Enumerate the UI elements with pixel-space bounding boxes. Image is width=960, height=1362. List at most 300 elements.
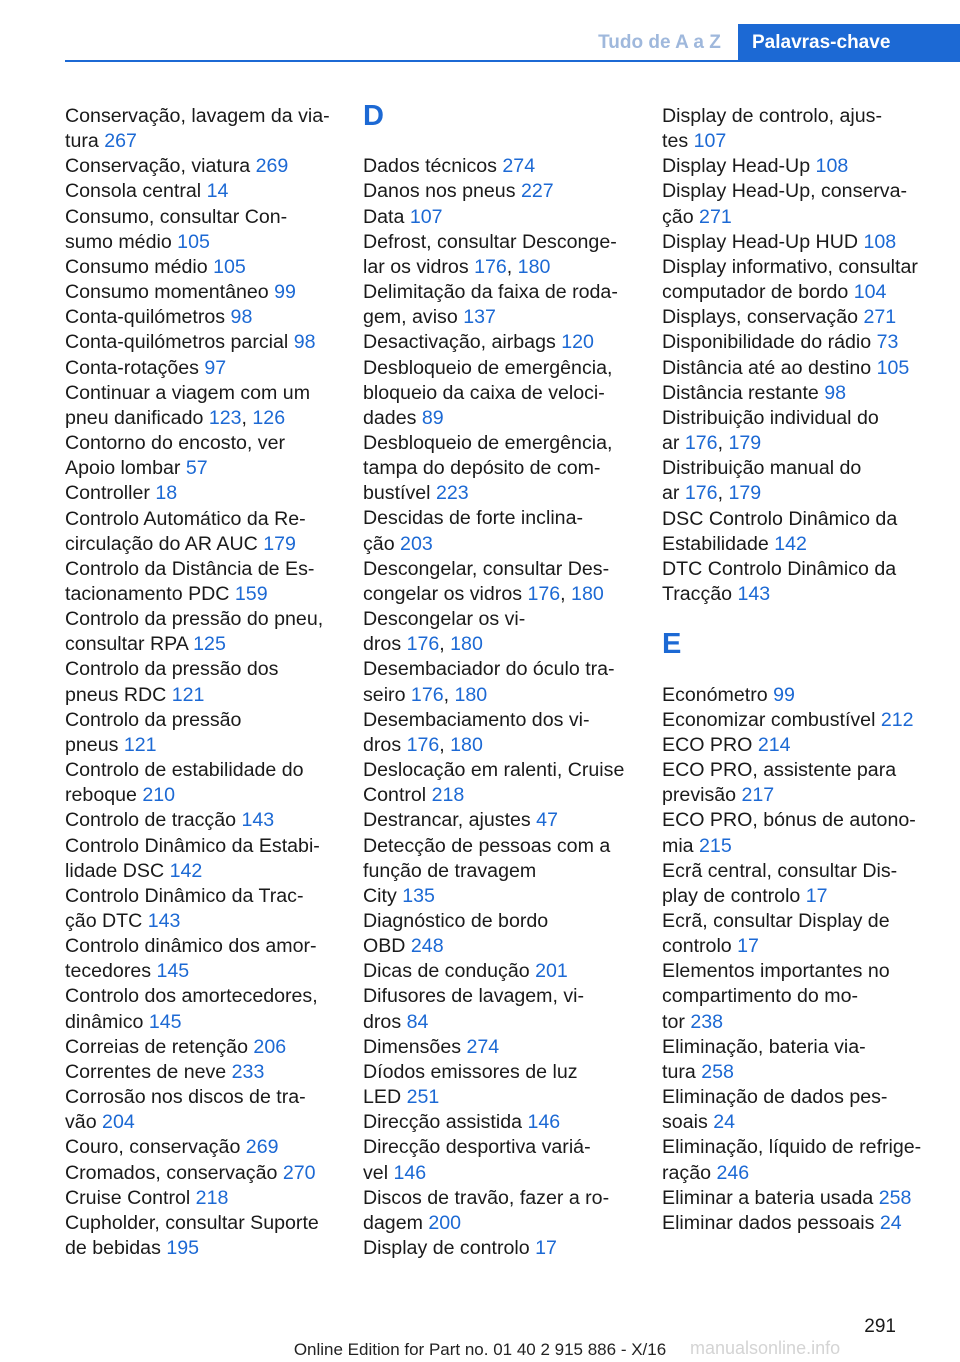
index-term: Display de controlo bbox=[363, 1237, 536, 1260]
index-term: Díodos emissores de luz bbox=[363, 1060, 578, 1083]
index-entry-line bbox=[662, 1085, 952, 1110]
page-link[interactable]: 176 bbox=[684, 432, 718, 455]
index-term: Displays, conservação bbox=[662, 306, 864, 329]
index-entry-line bbox=[65, 884, 335, 909]
index-term: Económetro bbox=[662, 683, 774, 706]
index-entry bbox=[363, 356, 635, 431]
index-entry-line bbox=[65, 1236, 335, 1261]
index-entry-line bbox=[662, 406, 952, 431]
index-term: mia bbox=[662, 834, 700, 857]
page-link[interactable]: 24 bbox=[713, 1111, 735, 1134]
index-term: Display de controlo, ajus- bbox=[662, 105, 882, 127]
index-term: Direcção assistida bbox=[363, 1111, 528, 1134]
index-entry-line bbox=[662, 381, 952, 406]
index-entry-line bbox=[363, 859, 635, 884]
index-entry-line bbox=[65, 683, 335, 708]
page-link[interactable]: 176 bbox=[410, 683, 444, 706]
index-entry-line bbox=[662, 205, 952, 230]
index-term: Dicas de condução bbox=[363, 960, 536, 983]
index-entry-line bbox=[662, 909, 952, 934]
page-link[interactable]: 274 bbox=[502, 155, 536, 178]
index-entry bbox=[65, 179, 335, 204]
index-entry-line bbox=[662, 230, 952, 255]
index-term: consultar RPA bbox=[65, 633, 194, 656]
index-entry bbox=[65, 607, 335, 657]
page-link[interactable]: 218 bbox=[431, 784, 465, 807]
index-entry-line bbox=[662, 959, 952, 984]
page-link[interactable]: 137 bbox=[463, 306, 496, 329]
index-term: tor bbox=[662, 1010, 691, 1033]
index-entry-line bbox=[662, 984, 952, 1009]
index-entry bbox=[662, 708, 952, 733]
index-entry-line bbox=[363, 255, 635, 280]
index-term: pneus bbox=[65, 733, 124, 756]
index-entry-line bbox=[363, 683, 635, 708]
index-term: Desbloqueio de emergência, bbox=[363, 432, 613, 455]
index-term: tes bbox=[662, 130, 694, 153]
index-term: Descongelar, consultar Des- bbox=[363, 557, 610, 580]
index-entry bbox=[65, 1161, 335, 1186]
index-entry bbox=[662, 683, 952, 708]
page-link[interactable]: 143 bbox=[147, 910, 181, 932]
index-entry bbox=[363, 984, 635, 1034]
index-entry-line bbox=[363, 356, 635, 381]
page-link[interactable]: 176 bbox=[406, 733, 440, 756]
page-link[interactable]: 200 bbox=[428, 1211, 462, 1234]
index-entry bbox=[363, 230, 635, 280]
page-link[interactable]: 143 bbox=[241, 809, 275, 832]
index-entry-line bbox=[65, 1186, 335, 1211]
index-term: gem, aviso bbox=[363, 306, 464, 329]
page-link[interactable]: 212 bbox=[880, 708, 914, 731]
index-term: Consumo médio bbox=[65, 255, 214, 278]
index-entry-line bbox=[65, 607, 335, 632]
page-link[interactable]: 176 bbox=[684, 482, 718, 505]
index-entry bbox=[662, 305, 952, 330]
index-column-3 bbox=[662, 104, 952, 1236]
index-term: Control bbox=[363, 784, 432, 807]
page-link[interactable]: 180 bbox=[517, 255, 551, 278]
index-entry-line bbox=[662, 1110, 952, 1135]
index-entry-line bbox=[662, 733, 952, 758]
page-link[interactable]: 218 bbox=[195, 1186, 229, 1209]
index-entry bbox=[65, 381, 335, 431]
page-link[interactable]: 145 bbox=[148, 1010, 182, 1033]
page-separator: , bbox=[443, 683, 455, 706]
index-entry-line bbox=[363, 1161, 635, 1186]
index-term: ar bbox=[662, 482, 685, 505]
index-entry-line bbox=[662, 1211, 952, 1236]
index-entry bbox=[363, 657, 635, 707]
index-entry bbox=[363, 1110, 635, 1135]
tab-section[interactable]: Tudo de A a Z bbox=[598, 32, 721, 53]
index-entry-line bbox=[65, 129, 335, 154]
index-entry-line bbox=[662, 859, 952, 884]
index-entry-line bbox=[662, 1060, 952, 1085]
page-link[interactable]: 206 bbox=[253, 1035, 287, 1058]
index-entry-line bbox=[363, 657, 635, 682]
index-entry-line bbox=[662, 255, 952, 280]
index-entry-line bbox=[363, 758, 635, 783]
index-term: dros bbox=[363, 633, 407, 656]
index-term: dros bbox=[363, 1010, 407, 1033]
page-link[interactable]: 99 bbox=[773, 683, 795, 706]
index-term: Eliminar dados pessoais bbox=[662, 1211, 880, 1234]
page-link[interactable]: 176 bbox=[474, 255, 507, 278]
index-term: Estabilidade bbox=[662, 532, 775, 555]
index-entry-line bbox=[662, 456, 952, 481]
page-link[interactable]: 270 bbox=[282, 1161, 316, 1184]
page-link[interactable]: 269 bbox=[245, 1136, 279, 1159]
index-entry-line bbox=[662, 280, 952, 305]
index-term: pneu danificado bbox=[65, 406, 209, 429]
index-entry-line bbox=[363, 808, 635, 833]
index-term: Controlo da pressão do pneu, bbox=[65, 608, 324, 631]
index-entry-line bbox=[65, 1060, 335, 1085]
index-term: bloqueio da caixa de veloci- bbox=[363, 381, 605, 404]
index-term: vel bbox=[363, 1161, 394, 1184]
index-term: Controlo de tracção bbox=[65, 809, 242, 832]
index-entry bbox=[662, 1211, 952, 1236]
page-link[interactable]: 18 bbox=[155, 482, 178, 505]
page-link[interactable]: 97 bbox=[204, 356, 227, 379]
index-term: Dados técnicos bbox=[363, 155, 503, 178]
page-link[interactable]: 107 bbox=[409, 205, 443, 228]
page-separator: , bbox=[439, 733, 451, 756]
page-link[interactable]: 73 bbox=[876, 331, 899, 354]
index-term: compartimento do mo- bbox=[662, 985, 859, 1008]
index-entry-line bbox=[363, 230, 635, 255]
page-link[interactable]: 274 bbox=[466, 1035, 500, 1058]
index-term: Distribuição manual do bbox=[662, 457, 862, 480]
page-link[interactable]: 98 bbox=[230, 306, 253, 329]
page-link[interactable]: 57 bbox=[185, 457, 208, 480]
page-link[interactable]: 210 bbox=[142, 784, 176, 807]
index-entry-line bbox=[65, 507, 335, 532]
page-link[interactable]: 121 bbox=[171, 683, 205, 706]
page-link[interactable]: 84 bbox=[406, 1010, 429, 1033]
index-entry-line bbox=[65, 205, 335, 230]
index-entry-line bbox=[363, 959, 635, 984]
index-entry-line bbox=[662, 1035, 952, 1060]
index-entry bbox=[65, 431, 335, 481]
page-link[interactable]: 142 bbox=[169, 859, 203, 882]
page-link[interactable]: 179 bbox=[728, 482, 762, 505]
index-term: Eliminação, líquido de refrige- bbox=[662, 1136, 922, 1159]
index-entry-line bbox=[662, 104, 952, 129]
page-link[interactable]: 271 bbox=[699, 205, 732, 228]
page-link[interactable]: 14 bbox=[206, 180, 229, 203]
page-link[interactable]: 104 bbox=[853, 281, 887, 304]
index-term: Detecção de pessoas com a bbox=[363, 834, 611, 857]
index-entry-line bbox=[662, 708, 952, 733]
index-entry bbox=[65, 808, 335, 833]
page-link[interactable]: 180 bbox=[450, 633, 483, 656]
page-link[interactable]: 99 bbox=[274, 281, 296, 304]
page-link[interactable]: 227 bbox=[520, 180, 554, 203]
page-link[interactable]: 120 bbox=[561, 331, 594, 354]
index-term: ECO PRO bbox=[662, 733, 758, 756]
page-link[interactable]: 238 bbox=[690, 1010, 724, 1033]
index-term: ção bbox=[363, 532, 401, 555]
index-entry-line bbox=[363, 330, 635, 355]
page-link[interactable]: 107 bbox=[693, 130, 727, 153]
page-link[interactable]: 17 bbox=[535, 1237, 557, 1260]
index-entry-line bbox=[65, 708, 335, 733]
index-term: Descongelar os vi- bbox=[363, 608, 526, 631]
index-term: Conta-rotações bbox=[65, 356, 205, 379]
index-entry-line bbox=[662, 808, 952, 833]
index-entry bbox=[65, 557, 335, 607]
index-term: Apoio lombar bbox=[65, 457, 186, 480]
page-link[interactable]: 142 bbox=[774, 532, 807, 555]
index-term: dros bbox=[363, 733, 407, 756]
index-term: Cruise Control bbox=[65, 1186, 196, 1209]
index-entry bbox=[65, 758, 335, 808]
section-letter: D bbox=[363, 100, 384, 132]
index-entry-line bbox=[65, 456, 335, 481]
index-entry-line bbox=[363, 205, 635, 230]
page-link[interactable]: 180 bbox=[450, 733, 483, 756]
index-term: Consola central bbox=[65, 180, 207, 203]
index-entry-line bbox=[363, 909, 635, 934]
page-link[interactable]: 108 bbox=[863, 230, 897, 253]
index-term: ECO PRO, bónus de autono- bbox=[662, 809, 916, 832]
index-entry-line bbox=[65, 255, 335, 280]
index-term: Couro, conservação bbox=[65, 1136, 246, 1159]
page-link[interactable]: 258 bbox=[701, 1060, 734, 1083]
page-link[interactable]: 267 bbox=[104, 130, 137, 153]
index-entry bbox=[65, 1035, 335, 1060]
page-link[interactable]: 121 bbox=[123, 733, 157, 756]
index-entry bbox=[65, 1060, 335, 1085]
index-term: Corrosão nos discos de tra- bbox=[65, 1086, 306, 1109]
page-link[interactable]: 179 bbox=[263, 532, 296, 555]
index-entry-line bbox=[65, 783, 335, 808]
page-link[interactable]: 105 bbox=[876, 356, 910, 379]
index-entry bbox=[363, 708, 635, 758]
index-entry-line bbox=[363, 1010, 635, 1035]
index-entry-line bbox=[662, 507, 952, 532]
index-term: Descidas de forte inclina- bbox=[363, 507, 583, 530]
page-separator: , bbox=[506, 255, 518, 278]
index-entry bbox=[662, 104, 952, 154]
page-link[interactable]: 201 bbox=[535, 960, 568, 983]
page-link[interactable]: 146 bbox=[393, 1161, 427, 1184]
index-entry-line bbox=[65, 280, 335, 305]
index-entry bbox=[662, 909, 952, 959]
index-entry bbox=[65, 481, 335, 506]
index-entry-line bbox=[65, 1010, 335, 1035]
index-entry-line bbox=[65, 104, 335, 129]
page-link[interactable]: 251 bbox=[406, 1086, 440, 1109]
watermark: manualsonline.info bbox=[690, 1338, 841, 1358]
index-entry bbox=[65, 708, 335, 758]
index-entry bbox=[363, 607, 635, 657]
index-term: City bbox=[363, 884, 403, 907]
page-link[interactable]: 246 bbox=[716, 1161, 750, 1184]
index-entry bbox=[65, 1085, 335, 1135]
index-term: Destrancar, ajustes bbox=[363, 809, 537, 832]
index-entry-line bbox=[65, 179, 335, 204]
page-link[interactable]: 176 bbox=[406, 633, 440, 656]
index-entry-line bbox=[363, 506, 635, 531]
index-term: Controlo Dinâmico da Trac- bbox=[65, 884, 304, 907]
index-entry bbox=[65, 934, 335, 984]
index-entry bbox=[363, 1236, 635, 1261]
index-term: tura bbox=[662, 1060, 702, 1083]
page-link[interactable]: 146 bbox=[527, 1111, 561, 1134]
page-number: 291 bbox=[864, 1316, 896, 1337]
index-entry bbox=[363, 280, 635, 330]
index-entry-line bbox=[65, 330, 335, 355]
page-link[interactable]: 223 bbox=[435, 482, 469, 505]
page-link[interactable]: 248 bbox=[410, 935, 444, 958]
index-entry bbox=[662, 733, 952, 758]
index-entry bbox=[662, 381, 952, 406]
index-entry-line bbox=[662, 330, 952, 355]
page-link[interactable]: 145 bbox=[156, 960, 190, 983]
index-term: função de travagem bbox=[363, 859, 537, 882]
page-link[interactable]: 47 bbox=[536, 809, 558, 832]
index-entry bbox=[363, 205, 635, 230]
index-term: Ecrã central, consultar Dis- bbox=[662, 859, 898, 882]
page-link[interactable]: 215 bbox=[699, 834, 732, 857]
page-link[interactable]: 126 bbox=[252, 406, 286, 429]
page-separator: , bbox=[717, 432, 729, 455]
index-entry bbox=[662, 1085, 952, 1135]
page-link[interactable]: 217 bbox=[741, 784, 775, 807]
index-entry-line bbox=[363, 607, 635, 632]
page-link[interactable]: 271 bbox=[863, 306, 897, 329]
page-link[interactable]: 180 bbox=[571, 582, 604, 605]
index-entry-line bbox=[363, 1211, 635, 1236]
page-link[interactable]: 179 bbox=[728, 432, 762, 455]
index-entry bbox=[662, 557, 952, 607]
index-entry bbox=[65, 154, 335, 179]
page-link[interactable]: 204 bbox=[102, 1111, 135, 1134]
index-entry bbox=[662, 330, 952, 355]
index-term: Deslocação em ralenti, Cruise bbox=[363, 759, 625, 782]
index-term: congelar os vidros bbox=[363, 582, 528, 605]
index-entry bbox=[662, 230, 952, 255]
index-term: Diagnóstico de bordo bbox=[363, 909, 549, 932]
page-link[interactable]: 17 bbox=[805, 884, 828, 907]
page-link[interactable]: 98 bbox=[824, 381, 847, 404]
index-term: Distância até ao destino bbox=[662, 356, 877, 379]
index-entry-line bbox=[65, 834, 335, 859]
index-term: Defrost, consultar Desconge- bbox=[363, 230, 617, 253]
index-entry bbox=[662, 406, 952, 456]
page-link[interactable]: 176 bbox=[527, 582, 561, 605]
index-term: Danos nos pneus bbox=[363, 180, 521, 203]
page-link[interactable]: 269 bbox=[255, 155, 289, 178]
page-link[interactable]: 105 bbox=[213, 255, 246, 278]
index-entry-line bbox=[65, 1135, 335, 1160]
page-link[interactable]: 105 bbox=[177, 230, 210, 253]
index-entry-line bbox=[662, 834, 952, 859]
page-link[interactable]: 108 bbox=[815, 155, 849, 178]
index-entry bbox=[662, 356, 952, 381]
page-link[interactable]: 123 bbox=[208, 406, 242, 429]
index-entry-line bbox=[662, 532, 952, 557]
index-entry-line bbox=[662, 934, 952, 959]
page-link[interactable]: 135 bbox=[402, 884, 435, 907]
page-link[interactable]: 203 bbox=[400, 532, 433, 555]
page-link[interactable]: 17 bbox=[737, 935, 759, 958]
index-term: Controlo dinâmico dos amor- bbox=[65, 935, 317, 958]
page-link[interactable]: 180 bbox=[454, 683, 488, 706]
index-term: Conta-quilómetros parcial bbox=[65, 331, 294, 354]
index-column-1 bbox=[65, 104, 335, 1261]
page-link[interactable]: 89 bbox=[421, 406, 444, 429]
index-entry-line bbox=[65, 1211, 335, 1236]
index-term: tacionamento PDC bbox=[65, 582, 235, 605]
page-link[interactable]: 143 bbox=[737, 582, 771, 605]
index-entry-line bbox=[65, 859, 335, 884]
index-entry-line bbox=[65, 632, 335, 657]
index-entry-line bbox=[65, 532, 335, 557]
index-entry-line bbox=[363, 1060, 635, 1085]
index-term: Direcção desportiva variá- bbox=[363, 1136, 591, 1159]
index-entry bbox=[363, 959, 635, 984]
index-entry bbox=[662, 959, 952, 1034]
index-term: Correntes de neve bbox=[65, 1060, 232, 1083]
index-term: Difusores de lavagem, vi- bbox=[363, 985, 585, 1008]
index-entry-line bbox=[363, 708, 635, 733]
index-entry-line bbox=[65, 481, 335, 506]
index-entry bbox=[662, 1135, 952, 1185]
index-term: dagem bbox=[363, 1211, 429, 1234]
index-entry-line bbox=[363, 381, 635, 406]
index-entry-line bbox=[363, 884, 635, 909]
index-entry bbox=[65, 305, 335, 330]
index-entry bbox=[363, 179, 635, 204]
index-entry-line bbox=[662, 758, 952, 783]
page-link[interactable]: 195 bbox=[166, 1237, 200, 1260]
index-term: pneus RDC bbox=[65, 683, 172, 706]
page-separator: , bbox=[241, 406, 253, 429]
index-entry-line bbox=[65, 154, 335, 179]
index-term: Controlo dos amortecedores, bbox=[65, 985, 318, 1008]
tab-active[interactable]: Palavras-chave bbox=[738, 24, 960, 61]
index-term: bustível bbox=[363, 482, 436, 505]
page-link[interactable]: 24 bbox=[879, 1211, 902, 1234]
index-term: ração bbox=[662, 1161, 717, 1184]
page-link[interactable]: 233 bbox=[231, 1060, 265, 1083]
index-term: vão bbox=[65, 1111, 103, 1134]
index-term: Controlo de estabilidade do bbox=[65, 759, 304, 782]
index-entry-line bbox=[65, 984, 335, 1009]
index-entry-line bbox=[662, 305, 952, 330]
index-term: Desembaciador do óculo tra- bbox=[363, 658, 615, 681]
index-term: Eliminação de dados pes- bbox=[662, 1086, 888, 1109]
index-entry-line bbox=[363, 406, 635, 431]
index-entry-line bbox=[363, 1085, 635, 1110]
page-link[interactable]: 214 bbox=[757, 733, 791, 756]
index-entry-line bbox=[363, 532, 635, 557]
page-link[interactable]: 98 bbox=[293, 331, 316, 354]
index-term: Cupholder, consultar Suporte bbox=[65, 1211, 319, 1234]
index-entry-line bbox=[662, 582, 952, 607]
index-entry-line bbox=[363, 984, 635, 1009]
page-link[interactable]: 159 bbox=[234, 582, 268, 605]
index-entry bbox=[65, 834, 335, 884]
page-link[interactable]: 258 bbox=[878, 1186, 912, 1209]
index-term: dinâmico bbox=[65, 1010, 149, 1033]
page-link[interactable]: 125 bbox=[193, 633, 226, 656]
index-entry-line bbox=[363, 305, 635, 330]
